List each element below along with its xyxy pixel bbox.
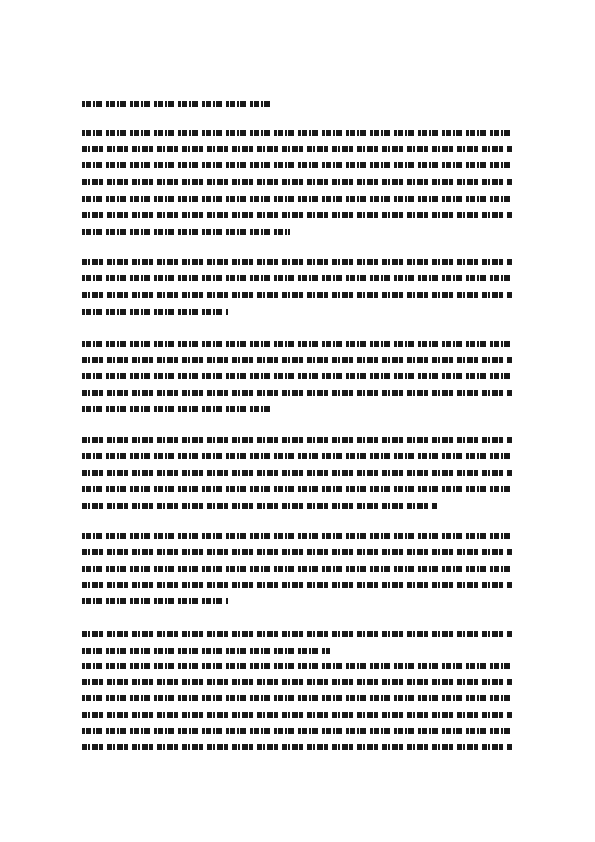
text-line: [82, 470, 512, 476]
text-line: [82, 648, 330, 654]
text-line: [82, 437, 512, 443]
text-line: [82, 162, 512, 168]
text-line: [82, 503, 437, 509]
text-line: [82, 309, 228, 315]
text-line: [82, 663, 512, 669]
text-line: [82, 292, 512, 298]
text-line: [82, 533, 512, 539]
text-line: [82, 453, 512, 459]
text-line: [82, 695, 512, 701]
text-line: [82, 357, 512, 363]
text-line: [82, 130, 512, 136]
text-line: [82, 146, 512, 152]
text-line: [82, 212, 512, 218]
document-title: [82, 101, 270, 107]
text-line: [82, 406, 270, 412]
text-line: [82, 390, 512, 396]
text-line: [82, 179, 512, 185]
text-line: [82, 582, 512, 588]
text-line: [82, 549, 512, 555]
text-line: [82, 744, 512, 750]
text-line: [82, 486, 512, 492]
text-line: [82, 679, 512, 685]
text-line: [82, 566, 512, 572]
text-line: [82, 259, 512, 265]
text-line: [82, 341, 512, 347]
text-line: [82, 229, 290, 235]
text-line: [82, 598, 228, 604]
text-line: [82, 728, 512, 734]
text-line: [82, 631, 512, 637]
text-line: [82, 196, 512, 202]
text-line: [82, 712, 512, 718]
text-line: [82, 275, 512, 281]
text-line: [82, 373, 512, 379]
